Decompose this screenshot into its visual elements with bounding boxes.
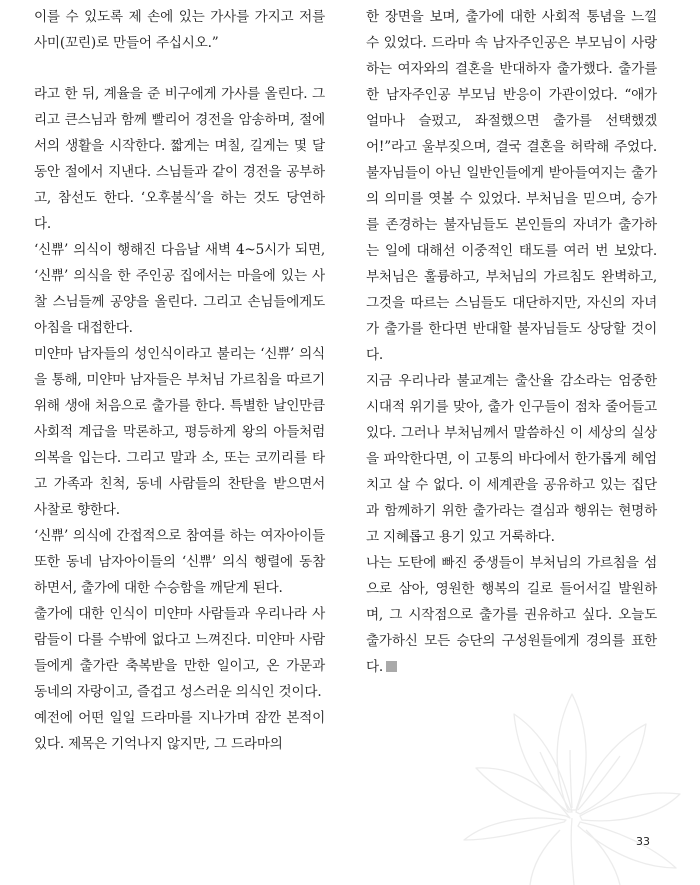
lotus-flower-watermark bbox=[440, 690, 700, 885]
end-mark-icon bbox=[386, 661, 397, 672]
paragraph: 지금 우리나라 불교계는 출산율 감소라는 엄중한 시대적 위기를 맞아, 출가 인구들이 점차 줄어들고 있다. 그러나 부처님께서 말씀하신 이 세상의 실상을 파악한다면, 이 고통의 바다에서 한가롭게 헤엄치고 살 수 없다. 이 세계관을 공유하고 있는 집단과 함께하기 위한 출가라는 결심과 행위는 현명하고 지혜롭고 용기 있고 거룩하다. bbox=[366, 373, 657, 545]
paragraph: 라고 한 뒤, 계율을 준 비구에게 가사를 올린다. 그리고 큰스님과 함께 빨리어 경전을 암송하며, 절에서의 생활을 시작한다. 짧게는 며칠, 길게는 몇 달 동안 절에서 지낸다. 스님들과 같이 경전을 공부하고, 참선도 한다. ‘오후불식’을 하는 것도 당연하다. bbox=[34, 86, 325, 232]
paragraph: 한 장면을 보며, 출가에 대한 사회적 통념을 느낄 수 있었다. 드라마 속 남자주인공은 부모님이 사랑하는 여자와의 결혼을 반대하자 출가했다. 출가를 한 남자주인공 부모님 반응이 가관이었다. “애가 얼마나 슬펐고, 좌절했으면 출가를 선택했겠어!”라고 울부짖으며, 결국 결혼을 허락해 주었다. 불자님들이 아닌 일반인들에게 받아들여지는 출가의 의미를 엿볼 수 있었다. 부처님을 믿으며, 승가를 존경하는 불자님들도 본인들의 자녀가 출가하는 일에 대해선 이중적인 태도를 여러 번 보았다. 부처님은 훌륭하고, 부처님의 가르침도 완벽하고, 그것을 따르는 스님들도 대단하지만, 자신의 자녀가 출가를 한다면 반대할 불자님들도 상당할 것이다. bbox=[366, 9, 657, 363]
left-column bbox=[34, 4, 325, 757]
right-column bbox=[366, 4, 657, 680]
paragraph: 이를 수 있도록 제 손에 있는 가사를 가지고 저를 사미(꼬린)로 만들어 주십시오.” bbox=[34, 9, 325, 51]
closing-paragraph bbox=[366, 550, 657, 680]
paragraph: ‘신쀼’ 의식에 간접적으로 참여를 하는 여자아이들 또한 동네 남자아이들의 ‘신쀼’ 의식 행렬에 동참하면서, 출가에 대한 수승함을 깨닫게 된다. bbox=[34, 528, 325, 596]
page-number: 33 bbox=[636, 835, 650, 848]
paragraph-text: 나는 도탄에 빠진 중생들이 부처님의 가르침을 섬으로 삼아, 영원한 행복의 길로 들어서길 발원하며, 그 시작점으로 출가를 권유하고 싶다. 오늘도 출가하신 모든 승단의 구성원들에게 경의를 표한다. bbox=[366, 555, 657, 675]
paragraph: 출가에 대한 인식이 미얀마 사람들과 우리나라 사람들이 다를 수밖에 없다고 느껴진다. 미얀마 사람들에게 출가란 축복받을 만한 일이고, 온 가문과 동네의 자랑이고, 즐겁고 성스러운 의식인 것이다. bbox=[34, 606, 325, 700]
paragraph: ‘신쀼’ 의식이 행해진 다음날 새벽 4~5시가 되면, ‘신쀼’ 의식을 한 주인공 집에서는 마을에 있는 사찰 스님들께 공양을 올린다. 그리고 손님들에게도 아침을 대접한다. bbox=[34, 242, 325, 336]
paragraph: 미얀마 남자들의 성인식이라고 불리는 ‘신쀼’ 의식을 통해, 미얀마 남자들은 부처님 가르침을 따르기 위해 생애 처음으로 출가를 한다. 특별한 날인만큼 사회적 계급을 막론하고, 평등하게 왕의 아들처럼 의복을 입는다. 그리고 말과 소, 또는 코끼리를 타고 가족과 친척, 동네 사람들의 찬탄을 받으면서 사찰로 향한다. bbox=[34, 346, 325, 518]
paragraph: 예전에 어떤 일일 드라마를 지나가며 잠깐 본적이 있다. 제목은 기억나지 않지만, 그 드라마의 bbox=[34, 710, 325, 752]
